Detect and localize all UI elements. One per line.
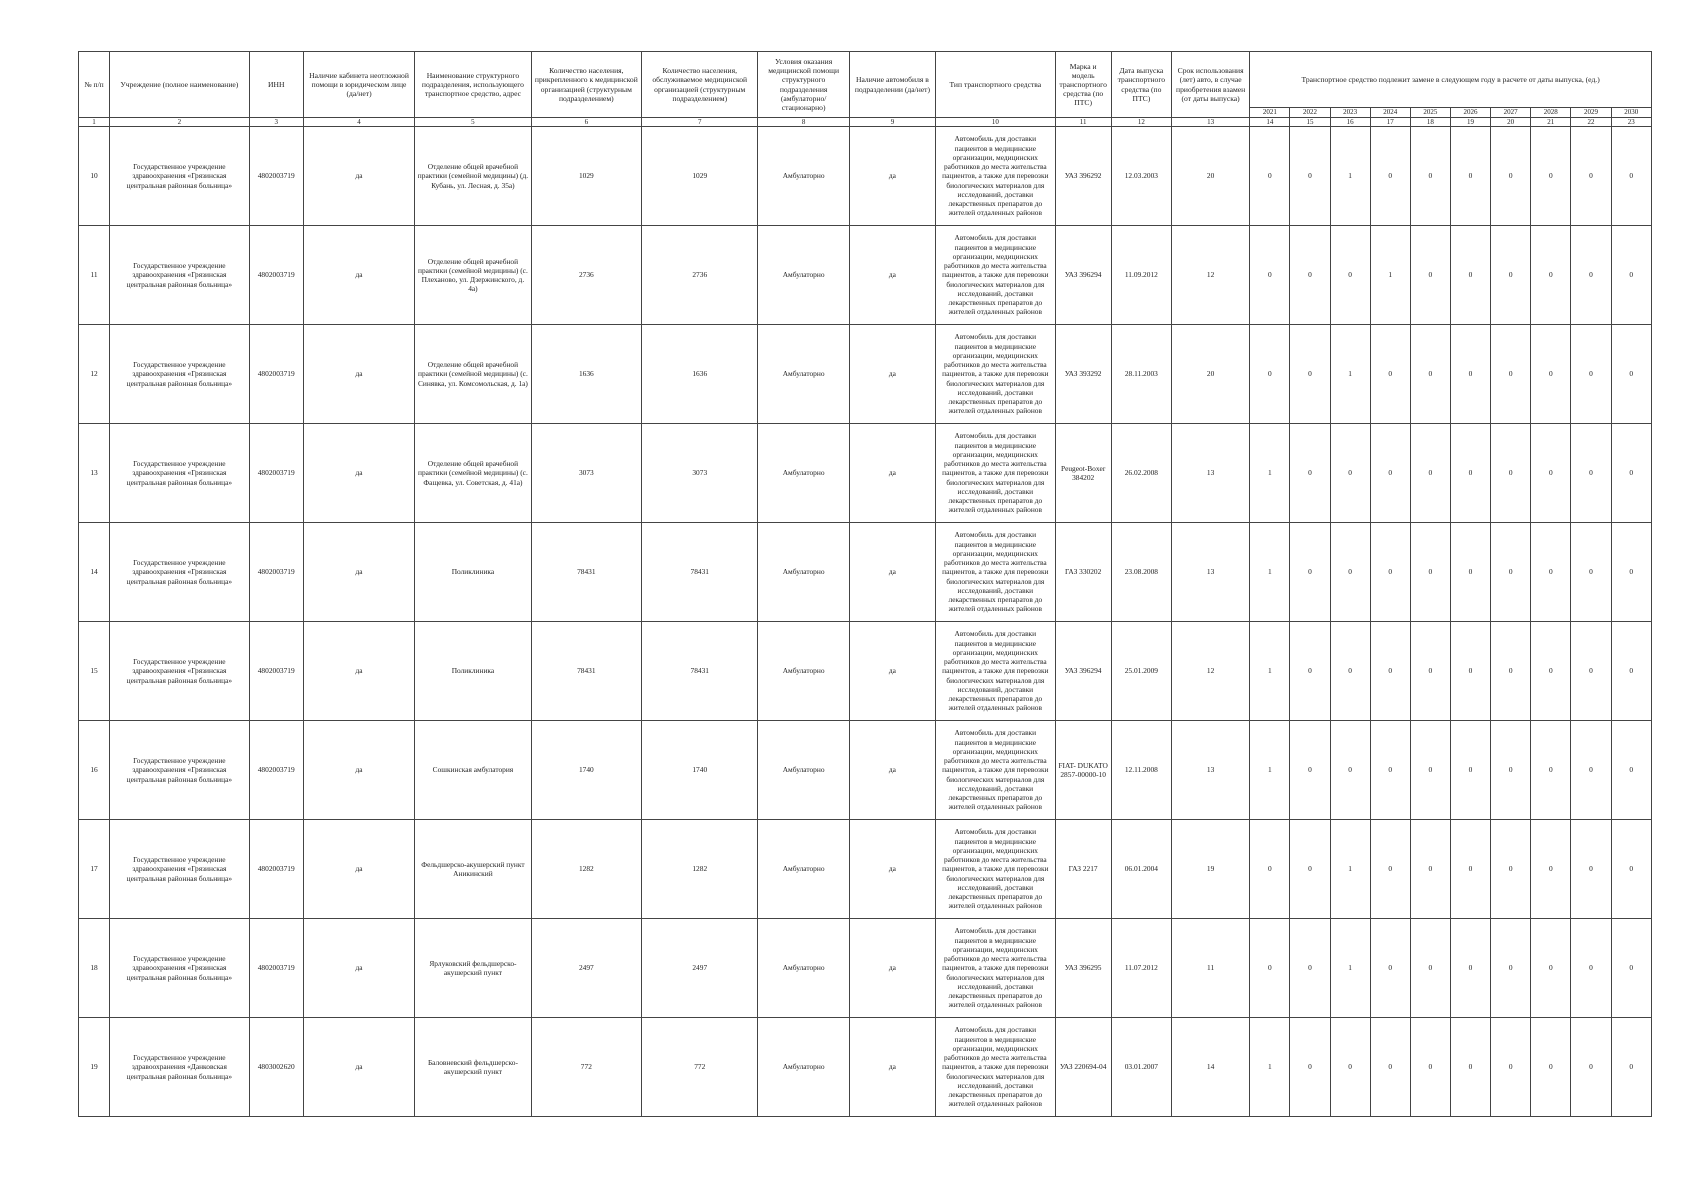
year-value-cell: 0: [1491, 325, 1531, 424]
column-number: 7: [642, 118, 758, 127]
year-value-cell: 0: [1571, 325, 1611, 424]
inn-cell: 4802003719: [249, 424, 303, 523]
usage-term-cell: 14: [1171, 1018, 1249, 1117]
column-number: 19: [1450, 118, 1490, 127]
year-value-cell: 1: [1330, 325, 1370, 424]
release-date-cell: 12.03.2003: [1111, 127, 1171, 226]
header-inn: ИНН: [249, 52, 303, 118]
inn-cell: 4802003719: [249, 127, 303, 226]
year-value-cell: 0: [1410, 919, 1450, 1018]
year-value-cell: 0: [1370, 820, 1410, 919]
model-cell: УАЗ 396294: [1055, 226, 1111, 325]
year-value-cell: 0: [1290, 523, 1330, 622]
year-value-cell: 0: [1571, 226, 1611, 325]
release-date-cell: 11.09.2012: [1111, 226, 1171, 325]
year-value-cell: 1: [1330, 919, 1370, 1018]
year-value-cell: 0: [1290, 424, 1330, 523]
year-value-cell: 0: [1491, 523, 1531, 622]
year-value-cell: 0: [1410, 1018, 1450, 1117]
header-replacement: Транспортное средство подлежит замене в следующем году в расчете от даты выпуска, (ед.): [1250, 52, 1652, 108]
column-numbers-row: [79, 118, 1652, 127]
column-number: 21: [1531, 118, 1571, 127]
attached-population-cell: 78431: [531, 622, 641, 721]
column-number: 15: [1290, 118, 1330, 127]
vehicle-type-cell: Автомобиль для доставки пациентов в медицинские организации, медицинских работников до места жительства пациентов, а также для перевозки биологических материалов для исследований, доставки лекарственных препаратов до жителей отдаленных районов: [936, 523, 1055, 622]
column-number: 10: [936, 118, 1055, 127]
care-conditions-cell: Амбулаторно: [758, 127, 849, 226]
year-value-cell: 0: [1410, 721, 1450, 820]
cabinet-cell: да: [303, 226, 414, 325]
header-year: 2030: [1611, 108, 1651, 118]
year-value-cell: 0: [1611, 721, 1651, 820]
column-number: 13: [1171, 118, 1249, 127]
care-conditions-cell: Амбулаторно: [758, 325, 849, 424]
year-value-cell: 0: [1250, 325, 1290, 424]
vehicle-type-cell: Автомобиль для доставки пациентов в медицинские организации, медицинских работников до места жительства пациентов, а также для перевозки биологических материалов для исследований, доставки лекарственных препаратов до жителей отдаленных районов: [936, 1018, 1055, 1117]
year-value-cell: 0: [1330, 424, 1370, 523]
column-number: 4: [303, 118, 414, 127]
year-value-cell: 0: [1611, 1018, 1651, 1117]
attached-population-cell: 78431: [531, 523, 641, 622]
column-number: 11: [1055, 118, 1111, 127]
served-population-cell: 78431: [642, 523, 758, 622]
institution-cell: Государственное учреждение здравоохранения «Грязинская центральная районная больница»: [110, 820, 250, 919]
institution-cell: Государственное учреждение здравоохранения «Грязинская центральная районная больница»: [110, 523, 250, 622]
attached-population-cell: 2736: [531, 226, 641, 325]
model-cell: FIAT- DUKATO 2857-00000-10: [1055, 721, 1111, 820]
row-number: 19: [79, 1018, 110, 1117]
model-cell: УАЗ 396294: [1055, 622, 1111, 721]
header-num: № п/п: [79, 52, 110, 118]
year-value-cell: 0: [1571, 820, 1611, 919]
year-value-cell: 0: [1611, 919, 1651, 1018]
vehicle-available-cell: да: [849, 424, 935, 523]
usage-term-cell: 12: [1171, 226, 1249, 325]
year-value-cell: 0: [1330, 226, 1370, 325]
column-number: 22: [1571, 118, 1611, 127]
table-row: [79, 127, 1652, 226]
unit-cell: Поликлиника: [415, 622, 531, 721]
column-number: 5: [415, 118, 531, 127]
table-row: [79, 919, 1652, 1018]
header-cabinet: Наличие кабинета неотложной помощи в юридическом лице (да/нет): [303, 52, 414, 118]
vehicle-available-cell: да: [849, 127, 935, 226]
unit-cell: Отделение общей врачебной практики (семейной медицины) (с. Синявка, ул. Комсомольская, д. 1а): [415, 325, 531, 424]
header-year: 2029: [1571, 108, 1611, 118]
header-model: Марка и модель транспортного средства (по ПТС): [1055, 52, 1111, 118]
vehicle-available-cell: да: [849, 919, 935, 1018]
header-year: 2026: [1450, 108, 1490, 118]
year-value-cell: 0: [1250, 226, 1290, 325]
usage-term-cell: 20: [1171, 127, 1249, 226]
vehicle-type-cell: Автомобиль для доставки пациентов в медицинские организации, медицинских работников до места жительства пациентов, а также для перевозки биологических материалов для исследований, доставки лекарственных препаратов до жителей отдаленных районов: [936, 127, 1055, 226]
served-population-cell: 78431: [642, 622, 758, 721]
year-value-cell: 0: [1571, 523, 1611, 622]
year-value-cell: 0: [1491, 226, 1531, 325]
served-population-cell: 772: [642, 1018, 758, 1117]
usage-term-cell: 13: [1171, 721, 1249, 820]
vehicle-available-cell: да: [849, 1018, 935, 1117]
attached-population-cell: 3073: [531, 424, 641, 523]
year-value-cell: 1: [1250, 424, 1290, 523]
unit-cell: Сошкинская амбулатория: [415, 721, 531, 820]
year-value-cell: 0: [1611, 226, 1651, 325]
usage-term-cell: 19: [1171, 820, 1249, 919]
year-value-cell: 0: [1250, 919, 1290, 1018]
year-value-cell: 0: [1531, 1018, 1571, 1117]
year-value-cell: 0: [1531, 721, 1571, 820]
table-row: [79, 622, 1652, 721]
release-date-cell: 28.11.2003: [1111, 325, 1171, 424]
care-conditions-cell: Амбулаторно: [758, 919, 849, 1018]
column-number: 23: [1611, 118, 1651, 127]
usage-term-cell: 20: [1171, 325, 1249, 424]
year-value-cell: 0: [1450, 820, 1490, 919]
year-value-cell: 0: [1410, 226, 1450, 325]
table-row: [79, 721, 1652, 820]
header-care-conditions: Условия оказания медицинской помощи структурного подразделения (амбулаторно/ стационарно): [758, 52, 849, 118]
served-population-cell: 1282: [642, 820, 758, 919]
year-value-cell: 0: [1611, 127, 1651, 226]
year-value-cell: 0: [1571, 622, 1611, 721]
unit-cell: Отделение общей врачебной практики (семейной медицины) (с. Плеханово, ул. Дзержинского, д. 4а): [415, 226, 531, 325]
year-value-cell: 0: [1410, 523, 1450, 622]
unit-cell: Отделение общей врачебной практики (семейной медицины) (с. Фащевка, ул. Советская, д. 41а): [415, 424, 531, 523]
vehicle-available-cell: да: [849, 820, 935, 919]
year-value-cell: 0: [1450, 622, 1490, 721]
year-value-cell: 1: [1330, 820, 1370, 919]
year-value-cell: 0: [1290, 919, 1330, 1018]
vehicle-replacement-table: [78, 51, 1652, 1117]
year-value-cell: 0: [1290, 1018, 1330, 1117]
row-number: 11: [79, 226, 110, 325]
document-page: [78, 51, 1652, 1117]
header-served-population: Количество населения, обслуживаемое медицинской организацией (структурным подразделением): [642, 52, 758, 118]
row-number: 18: [79, 919, 110, 1018]
header-year: 2024: [1370, 108, 1410, 118]
header-year: 2027: [1491, 108, 1531, 118]
unit-cell: Отделение общей врачебной практики (семейной медицины) (д. Кубань, ул. Лесная, д. 35а): [415, 127, 531, 226]
year-value-cell: 0: [1290, 820, 1330, 919]
table-row: [79, 1018, 1652, 1117]
vehicle-type-cell: Автомобиль для доставки пациентов в медицинские организации, медицинских работников до места жительства пациентов, а также для перевозки биологических материалов для исследований, доставки лекарственных препаратов до жителей отдаленных районов: [936, 424, 1055, 523]
care-conditions-cell: Амбулаторно: [758, 523, 849, 622]
unit-cell: Ярлуковский фельдшерско-акушерский пункт: [415, 919, 531, 1018]
institution-cell: Государственное учреждение здравоохранения «Грязинская центральная районная больница»: [110, 721, 250, 820]
column-number: 18: [1410, 118, 1450, 127]
year-value-cell: 0: [1370, 721, 1410, 820]
year-value-cell: 0: [1250, 127, 1290, 226]
care-conditions-cell: Амбулаторно: [758, 721, 849, 820]
year-value-cell: 0: [1531, 820, 1571, 919]
column-number: 17: [1370, 118, 1410, 127]
year-value-cell: 0: [1330, 721, 1370, 820]
institution-cell: Государственное учреждение здравоохранения «Грязинская центральная районная больница»: [110, 325, 250, 424]
year-value-cell: 0: [1571, 1018, 1611, 1117]
column-number: 9: [849, 118, 935, 127]
inn-cell: 4802003719: [249, 820, 303, 919]
table-row: [79, 226, 1652, 325]
vehicle-available-cell: да: [849, 721, 935, 820]
cabinet-cell: да: [303, 424, 414, 523]
release-date-cell: 03.01.2007: [1111, 1018, 1171, 1117]
inn-cell: 4802003719: [249, 622, 303, 721]
column-number: 2: [110, 118, 250, 127]
year-value-cell: 1: [1250, 523, 1290, 622]
institution-cell: Государственное учреждение здравоохранения «Грязинская центральная районная больница»: [110, 226, 250, 325]
unit-cell: Баловневский фельдшерско-акушерский пункт: [415, 1018, 531, 1117]
column-number: 14: [1250, 118, 1290, 127]
column-number: 16: [1330, 118, 1370, 127]
care-conditions-cell: Амбулаторно: [758, 226, 849, 325]
row-number: 16: [79, 721, 110, 820]
year-value-cell: 0: [1531, 226, 1571, 325]
year-value-cell: 0: [1491, 622, 1531, 721]
year-value-cell: 0: [1611, 424, 1651, 523]
year-value-cell: 0: [1611, 523, 1651, 622]
header-vehicle-available: Наличие автомобиля в подразделении (да/нет): [849, 52, 935, 118]
institution-cell: Государственное учреждение здравоохранения «Грязинская центральная районная больница»: [110, 622, 250, 721]
served-population-cell: 1740: [642, 721, 758, 820]
care-conditions-cell: Амбулаторно: [758, 424, 849, 523]
attached-population-cell: 772: [531, 1018, 641, 1117]
year-value-cell: 0: [1571, 127, 1611, 226]
institution-cell: Государственное учреждение здравоохранения «Грязинская центральная районная больница»: [110, 127, 250, 226]
header-year: 2021: [1250, 108, 1290, 118]
year-value-cell: 0: [1410, 424, 1450, 523]
vehicle-available-cell: да: [849, 523, 935, 622]
vehicle-type-cell: Автомобиль для доставки пациентов в медицинские организации, медицинских работников до места жительства пациентов, а также для перевозки биологических материалов для исследований, доставки лекарственных препаратов до жителей отдаленных районов: [936, 622, 1055, 721]
institution-cell: Государственное учреждение здравоохранения «Грязинская центральная районная больница»: [110, 919, 250, 1018]
year-value-cell: 0: [1491, 127, 1531, 226]
year-value-cell: 0: [1450, 721, 1490, 820]
vehicle-type-cell: Автомобиль для доставки пациентов в медицинские организации, медицинских работников до места жительства пациентов, а также для перевозки биологических материалов для исследований, доставки лекарственных препаратов до жителей отдаленных районов: [936, 325, 1055, 424]
year-value-cell: 0: [1450, 325, 1490, 424]
header-vehicle-type: Тип транспортного средства: [936, 52, 1055, 118]
year-value-cell: 0: [1611, 325, 1651, 424]
served-population-cell: 1029: [642, 127, 758, 226]
year-value-cell: 1: [1330, 127, 1370, 226]
unit-cell: Поликлиника: [415, 523, 531, 622]
year-value-cell: 0: [1450, 1018, 1490, 1117]
year-value-cell: 0: [1491, 820, 1531, 919]
column-number: 8: [758, 118, 849, 127]
institution-cell: Государственное учреждение здравоохранения «Данковская центральная районная больница»: [110, 1018, 250, 1117]
served-population-cell: 2736: [642, 226, 758, 325]
inn-cell: 4803002620: [249, 1018, 303, 1117]
usage-term-cell: 13: [1171, 424, 1249, 523]
attached-population-cell: 1636: [531, 325, 641, 424]
release-date-cell: 11.07.2012: [1111, 919, 1171, 1018]
year-value-cell: 0: [1410, 820, 1450, 919]
year-value-cell: 0: [1450, 523, 1490, 622]
header-release-date: Дата выпуска транспортного средства (по ПТС): [1111, 52, 1171, 118]
table-row: [79, 325, 1652, 424]
attached-population-cell: 1029: [531, 127, 641, 226]
year-value-cell: 0: [1531, 523, 1571, 622]
year-value-cell: 0: [1370, 622, 1410, 721]
unit-cell: Фельдшерско-акушерский пункт Аникинский: [415, 820, 531, 919]
year-value-cell: 0: [1370, 424, 1410, 523]
care-conditions-cell: Амбулаторно: [758, 820, 849, 919]
release-date-cell: 06.01.2004: [1111, 820, 1171, 919]
header-institution: Учреждение (полное наименование): [110, 52, 250, 118]
year-value-cell: 0: [1531, 622, 1571, 721]
year-value-cell: 0: [1571, 721, 1611, 820]
row-number: 13: [79, 424, 110, 523]
year-value-cell: 0: [1250, 820, 1290, 919]
header-usage-term: Срок использования (лет) авто, в случае приобретения взамен (от даты выпуска): [1171, 52, 1249, 118]
year-value-cell: 0: [1531, 919, 1571, 1018]
year-value-cell: 0: [1410, 622, 1450, 721]
cabinet-cell: да: [303, 622, 414, 721]
table-row: [79, 523, 1652, 622]
header-unit: Наименование структурного подразделения, использующего транспортное средство, адрес: [415, 52, 531, 118]
care-conditions-cell: Амбулаторно: [758, 622, 849, 721]
cabinet-cell: да: [303, 1018, 414, 1117]
usage-term-cell: 12: [1171, 622, 1249, 721]
year-value-cell: 0: [1491, 721, 1531, 820]
header-year: 2022: [1290, 108, 1330, 118]
year-value-cell: 0: [1370, 127, 1410, 226]
year-value-cell: 0: [1531, 325, 1571, 424]
model-cell: УАЗ 396292: [1055, 127, 1111, 226]
cabinet-cell: да: [303, 127, 414, 226]
year-value-cell: 0: [1330, 622, 1370, 721]
year-value-cell: 0: [1450, 127, 1490, 226]
cabinet-cell: да: [303, 919, 414, 1018]
vehicle-type-cell: Автомобиль для доставки пациентов в медицинские организации, медицинских работников до места жительства пациентов, а также для перевозки биологических материалов для исследований, доставки лекарственных препаратов до жителей отдаленных районов: [936, 919, 1055, 1018]
release-date-cell: 25.01.2009: [1111, 622, 1171, 721]
column-number: 3: [249, 118, 303, 127]
cabinet-cell: да: [303, 721, 414, 820]
year-value-cell: 0: [1370, 325, 1410, 424]
year-value-cell: 0: [1450, 919, 1490, 1018]
inn-cell: 4802003719: [249, 523, 303, 622]
year-value-cell: 0: [1370, 1018, 1410, 1117]
inn-cell: 4802003719: [249, 325, 303, 424]
year-value-cell: 1: [1370, 226, 1410, 325]
vehicle-type-cell: Автомобиль для доставки пациентов в медицинские организации, медицинских работников до места жительства пациентов, а также для перевозки биологических материалов для исследований, доставки лекарственных препаратов до жителей отдаленных районов: [936, 721, 1055, 820]
column-number: 1: [79, 118, 110, 127]
vehicle-type-cell: Автомобиль для доставки пациентов в медицинские организации, медицинских работников до места жительства пациентов, а также для перевозки биологических материалов для исследований, доставки лекарственных препаратов до жителей отдаленных районов: [936, 226, 1055, 325]
year-value-cell: 1: [1250, 622, 1290, 721]
release-date-cell: 12.11.2008: [1111, 721, 1171, 820]
model-cell: УАЗ 393292: [1055, 325, 1111, 424]
header-attached-population: Количество населения, прикрепленного к медицинской организацией (структурным подразделением): [531, 52, 641, 118]
year-value-cell: 0: [1531, 127, 1571, 226]
row-number: 10: [79, 127, 110, 226]
attached-population-cell: 2497: [531, 919, 641, 1018]
year-value-cell: 0: [1410, 127, 1450, 226]
year-value-cell: 0: [1290, 721, 1330, 820]
institution-cell: Государственное учреждение здравоохранения «Грязинская центральная районная больница»: [110, 424, 250, 523]
year-value-cell: 1: [1250, 1018, 1290, 1117]
table-row: [79, 424, 1652, 523]
row-number: 14: [79, 523, 110, 622]
year-value-cell: 0: [1370, 919, 1410, 1018]
inn-cell: 4802003719: [249, 226, 303, 325]
year-value-cell: 0: [1410, 325, 1450, 424]
usage-term-cell: 13: [1171, 523, 1249, 622]
release-date-cell: 23.08.2008: [1111, 523, 1171, 622]
year-value-cell: 0: [1370, 523, 1410, 622]
served-population-cell: 1636: [642, 325, 758, 424]
year-value-cell: 0: [1450, 424, 1490, 523]
year-value-cell: 0: [1571, 424, 1611, 523]
year-value-cell: 0: [1450, 226, 1490, 325]
year-value-cell: 0: [1571, 919, 1611, 1018]
year-value-cell: 0: [1290, 226, 1330, 325]
model-cell: Peugeot-Boxer 384202: [1055, 424, 1111, 523]
vehicle-available-cell: да: [849, 622, 935, 721]
care-conditions-cell: Амбулаторно: [758, 1018, 849, 1117]
row-number: 12: [79, 325, 110, 424]
model-cell: УАЗ 220694-04: [1055, 1018, 1111, 1117]
served-population-cell: 2497: [642, 919, 758, 1018]
year-value-cell: 0: [1330, 523, 1370, 622]
year-value-cell: 0: [1290, 127, 1330, 226]
inn-cell: 4802003719: [249, 721, 303, 820]
row-number: 15: [79, 622, 110, 721]
year-value-cell: 0: [1491, 424, 1531, 523]
release-date-cell: 26.02.2008: [1111, 424, 1171, 523]
model-cell: ГАЗ 2217: [1055, 820, 1111, 919]
year-value-cell: 0: [1290, 325, 1330, 424]
column-number: 12: [1111, 118, 1171, 127]
model-cell: ГАЗ 330202: [1055, 523, 1111, 622]
year-value-cell: 1: [1250, 721, 1290, 820]
year-value-cell: 0: [1611, 622, 1651, 721]
attached-population-cell: 1282: [531, 820, 641, 919]
vehicle-available-cell: да: [849, 325, 935, 424]
cabinet-cell: да: [303, 820, 414, 919]
vehicle-type-cell: Автомобиль для доставки пациентов в медицинские организации, медицинских работников до места жительства пациентов, а также для перевозки биологических материалов для исследований, доставки лекарственных препаратов до жителей отдаленных районов: [936, 820, 1055, 919]
column-number: 6: [531, 118, 641, 127]
header-year: 2025: [1410, 108, 1450, 118]
usage-term-cell: 11: [1171, 919, 1249, 1018]
year-value-cell: 0: [1290, 622, 1330, 721]
year-value-cell: 0: [1491, 1018, 1531, 1117]
year-value-cell: 0: [1611, 820, 1651, 919]
year-value-cell: 0: [1531, 424, 1571, 523]
vehicle-available-cell: да: [849, 226, 935, 325]
column-number: 20: [1491, 118, 1531, 127]
served-population-cell: 3073: [642, 424, 758, 523]
cabinet-cell: да: [303, 325, 414, 424]
header-year: 2028: [1531, 108, 1571, 118]
row-number: 17: [79, 820, 110, 919]
inn-cell: 4802003719: [249, 919, 303, 1018]
attached-population-cell: 1740: [531, 721, 641, 820]
year-value-cell: 0: [1330, 1018, 1370, 1117]
cabinet-cell: да: [303, 523, 414, 622]
year-value-cell: 0: [1491, 919, 1531, 1018]
model-cell: УАЗ 396295: [1055, 919, 1111, 1018]
table-row: [79, 820, 1652, 919]
header-year: 2023: [1330, 108, 1370, 118]
